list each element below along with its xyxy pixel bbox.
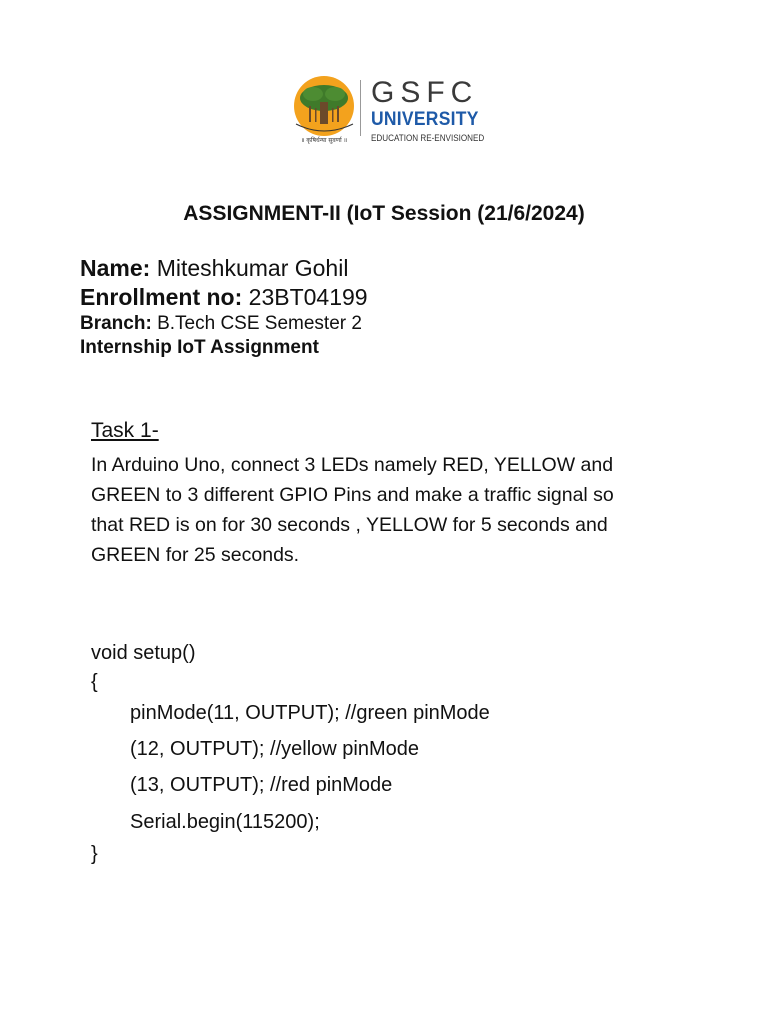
enrollment-label: Enrollment no: [80,284,243,310]
banyan-tree-logo-icon [291,72,361,152]
enrollment-line [80,284,368,311]
task-description [91,450,691,570]
code-line: (13, OUTPUT); //red pinMode [130,774,393,796]
branch-line [80,313,362,335]
logo-divider [360,80,361,136]
enrollment-value: 23BT04199 [248,284,368,310]
name-label: Name: [80,255,151,281]
task-line: that RED is on for 30 seconds , YELLOW for 5 seconds and [91,514,608,536]
name-line [80,255,348,282]
logo-tagline: EDUCATION RE-ENVISIONED [371,133,485,143]
code-line: void setup() [91,642,196,664]
name-value: Miteshkumar Gohil [156,255,349,281]
task-heading: Task 1- [91,419,159,442]
code-line: } [91,843,98,865]
code-line: Serial.begin(115200); [130,811,320,833]
code-line: pinMode(11, OUTPUT); //green pinMode [130,702,490,724]
task-line: In Arduino Uno, connect 3 LEDs namely RED, YELLOW and [91,454,614,476]
branch-value: B.Tech CSE Semester 2 [157,313,362,334]
branch-label: Branch: [80,313,152,334]
logo-motto: ॥ कृषिर्धन्या सुवर्णा ॥ [300,137,348,144]
logo-gsfc: GSFC [371,76,479,109]
logo-university: UNIVERSITY [371,109,479,130]
assignment-subtitle: Internship IoT Assignment [80,337,319,358]
code-line: { [91,671,98,693]
task-line: GREEN to 3 different GPIO Pins and make a traffic signal so [91,484,614,506]
assignment-title: ASSIGNMENT-II (IoT Session (21/6/2024) [183,202,585,225]
code-line: (12, OUTPUT); //yellow pinMode [130,738,419,760]
task-line: GREEN for 25 seconds. [91,544,300,566]
university-logo [291,72,485,152]
